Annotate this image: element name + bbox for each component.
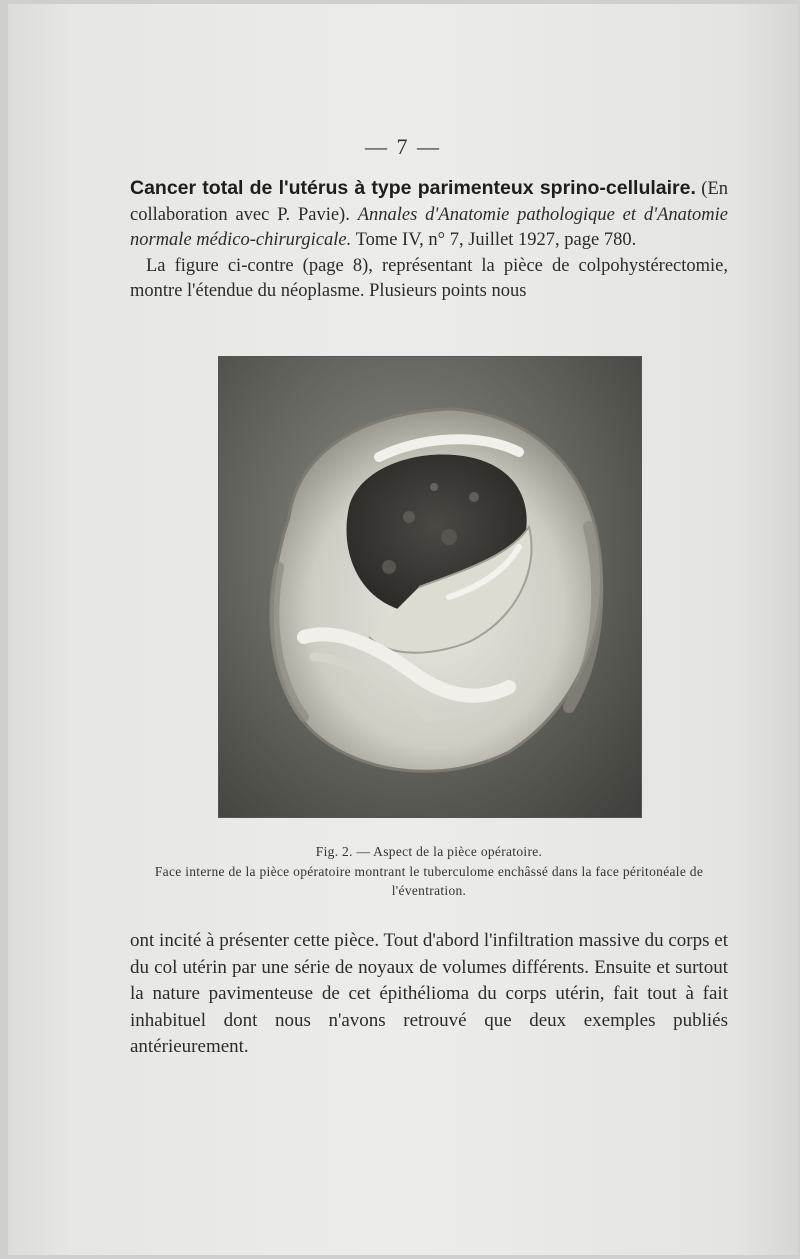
- paragraph-2: ont incité à présenter cette pièce. Tout d'abord l'infiltration massive du corps et du col utérin par une série de noyaux de volumes différents. Ensuite et surtout la nature pavimenteuse de cet épithélioma du corps utérin, fait tout à fait inhabituel dont nous n'avons retrouvé que deux exemples publiés antérieurement.: [130, 930, 728, 1057]
- article-title: Cancer total de l'utérus à type parimenteux sprino-cellulaire.: [130, 177, 696, 199]
- figure-label: Fig. 2. — Aspect de la pièce opératoire.: [315, 844, 543, 859]
- journal-reference: Tome IV, n° 7, Juillet 1927, page 780.: [355, 230, 637, 250]
- document-page: [8, 4, 798, 1255]
- figure-caption: Face interne de la pièce opératoire montrant le tuberculome enchâssé dans la face péritonéale de l'éventration.: [154, 864, 704, 898]
- specimen-photograph: [218, 356, 642, 818]
- article-block: [130, 176, 728, 305]
- page-number: — 7 —: [365, 134, 441, 159]
- paragraph-1: La figure ci-contre (page 8), représentant la pièce de colpohystérectomie, montre l'étendue du néoplasme. Plusieurs points nous: [130, 255, 728, 301]
- article-collaboration: (En collaboration avec P. Pavie).: [130, 179, 728, 225]
- journal-name: Annales d'Anatomie pathologique et d'Anatomie normale médico-chirurgicale.: [130, 204, 728, 250]
- specimen-illustration: [219, 357, 641, 817]
